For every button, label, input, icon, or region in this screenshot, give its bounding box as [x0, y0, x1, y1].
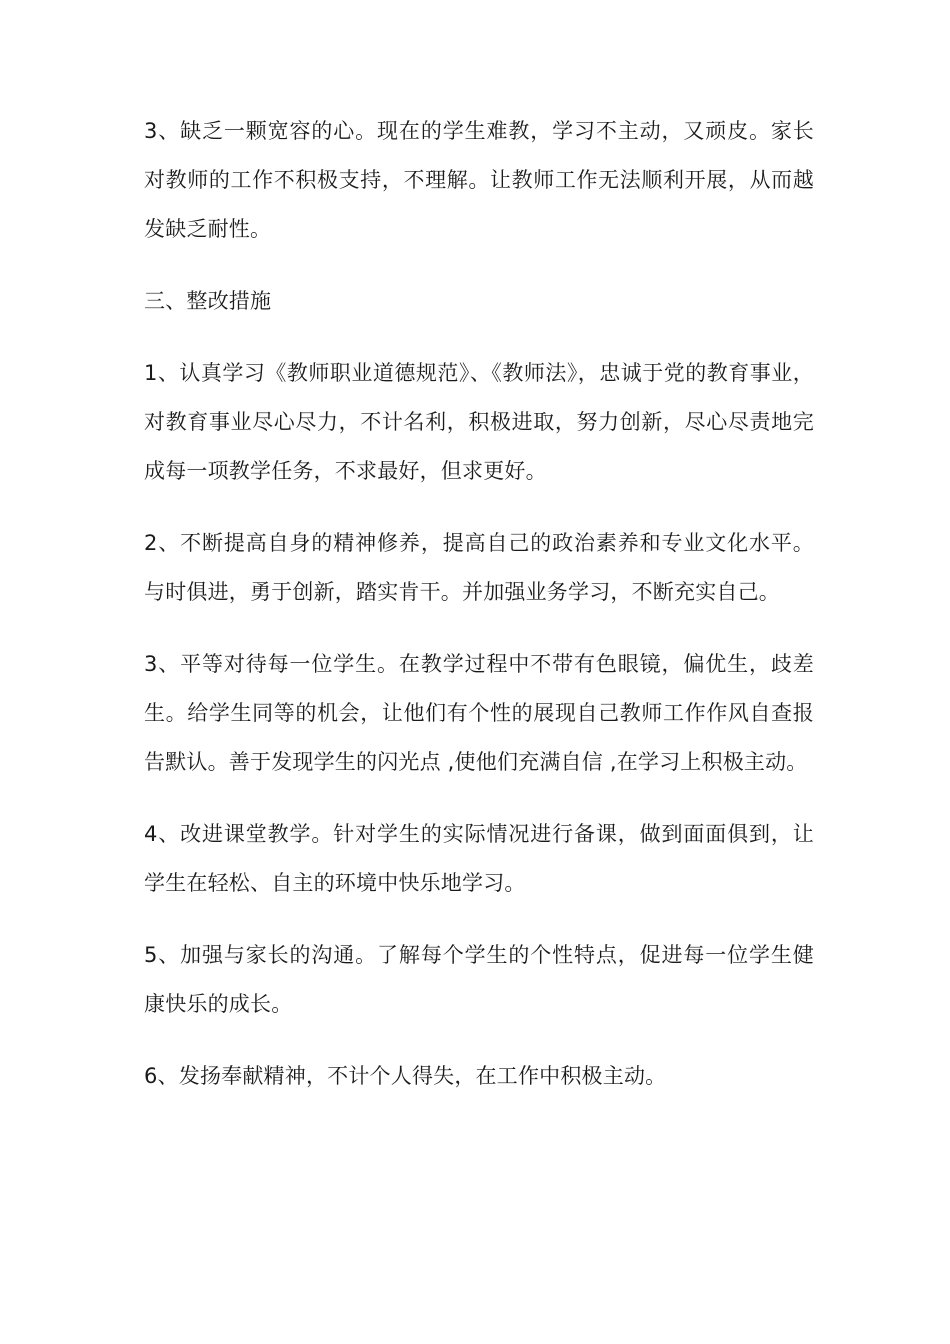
- paragraph-measure-6: 6、发扬奉献精神，不计个人得失，在工作中积极主动。: [144, 1064, 667, 1088]
- paragraph-shortcoming-3: 3、缺乏一颗宽容的心。现在的学生难教，学习不主动，又顽皮。家长对教师的工作不积极支持，不理解。让教师工作无法顺利开展，从而越发缺乏耐性。: [144, 119, 814, 241]
- section-heading-rectification: 三、整改措施: [144, 289, 272, 313]
- paragraph-measure-3: 3、平等对待每一位学生。在教学过程中不带有色眼镜，偏优生，歧差生。给学生同等的机会，让他们有个性的展现自己教师工作作风自查报告默认。善于发现学生的闪光点 ,使他们充满自信 ,在学习上积极主动。: [144, 652, 814, 774]
- paragraph-measure-2: 2、不断提高自身的精神修养，提高自己的政治素养和专业文化水平。与时俱进，勇于创新，踏实肯干。并加强业务学习，不断充实自己。: [144, 531, 814, 604]
- paragraph-measure-1: 1、认真学习《教师职业道德规范》、《教师法》，忠诚于党的教育事业，对教育事业尽心尽力，不计名利，积极进取，努力创新，尽心尽责地完成每一项教学任务，不求最好，但求更好。: [144, 361, 814, 483]
- paragraph-measure-5: 5、加强与家长的沟通。了解每个学生的个性特点，促进每一位学生健康快乐的成长。: [144, 943, 814, 1016]
- paragraph-measure-4: 4、改进课堂教学。针对学生的实际情况进行备课，做到面面俱到，让学生在轻松、自主的环境中快乐地学习。: [144, 822, 814, 895]
- document-body: [144, 107, 814, 1124]
